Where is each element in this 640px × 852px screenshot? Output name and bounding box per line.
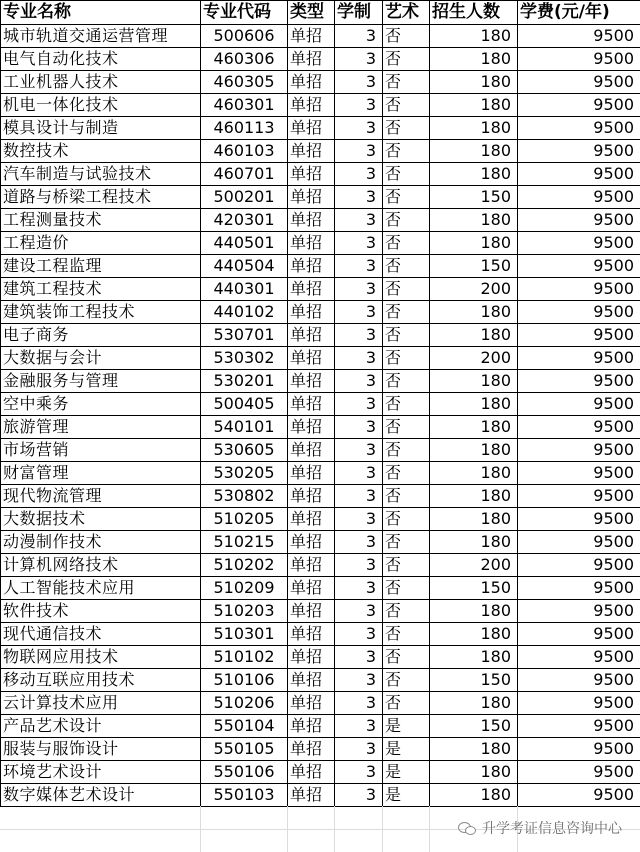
header-enrollment: 招生人数 <box>430 1 518 25</box>
cell-tuition: 9500 <box>518 324 640 347</box>
cell-art: 否 <box>383 393 430 416</box>
cell-major-name: 空中乘务 <box>1 393 201 416</box>
cell-type: 单招 <box>288 416 335 439</box>
cell-duration: 3 <box>335 232 383 255</box>
cell-duration: 3 <box>335 163 383 186</box>
cell-art: 否 <box>383 94 430 117</box>
cell-type: 单招 <box>288 324 335 347</box>
cell-duration: 3 <box>335 48 383 71</box>
cell-type: 单招 <box>288 163 335 186</box>
cell-type: 单招 <box>288 232 335 255</box>
table-row <box>1 209 640 232</box>
header-type: 类型 <box>288 1 335 25</box>
table-row <box>1 623 640 646</box>
cell-enrollment: 180 <box>430 600 518 623</box>
cell-tuition: 9500 <box>518 439 640 462</box>
cell-major-name: 环境艺术设计 <box>1 761 201 784</box>
cell-art: 否 <box>383 71 430 94</box>
table-row <box>1 416 640 439</box>
table-row <box>1 508 640 531</box>
cell-major-code: 460103 <box>201 140 288 163</box>
cell-major-code: 460306 <box>201 48 288 71</box>
cell-major-code: 550105 <box>201 738 288 761</box>
table-row <box>1 761 640 784</box>
cell-art: 否 <box>383 117 430 140</box>
cell-tuition: 9500 <box>518 117 640 140</box>
cell-duration: 3 <box>335 646 383 669</box>
cell-duration: 3 <box>335 508 383 531</box>
table-row <box>1 232 640 255</box>
cell-tuition: 9500 <box>518 508 640 531</box>
cell-tuition: 9500 <box>518 738 640 761</box>
cell-major-code: 460305 <box>201 71 288 94</box>
table-row <box>1 301 640 324</box>
cell-major-code: 550103 <box>201 784 288 807</box>
header-major-name: 专业名称 <box>1 1 201 25</box>
cell-type: 单招 <box>288 71 335 94</box>
cell-type: 单招 <box>288 600 335 623</box>
cell-type: 单招 <box>288 94 335 117</box>
cell-type: 单招 <box>288 531 335 554</box>
cell-art: 否 <box>383 232 430 255</box>
cell-tuition: 9500 <box>518 554 640 577</box>
cell-major-name: 汽车制造与试验技术 <box>1 163 201 186</box>
cell-enrollment: 150 <box>430 255 518 278</box>
table-row <box>1 577 640 600</box>
cell-enrollment: 180 <box>430 209 518 232</box>
cell-art: 是 <box>383 738 430 761</box>
table-row <box>1 531 640 554</box>
cell-enrollment: 180 <box>430 232 518 255</box>
watermark-text: 升学考证信息咨询中心 <box>482 821 622 837</box>
table-row <box>1 94 640 117</box>
table-row <box>1 278 640 301</box>
watermark <box>458 818 622 838</box>
cell-major-name: 服装与服饰设计 <box>1 738 201 761</box>
cell-art: 否 <box>383 278 430 301</box>
cell-duration: 3 <box>335 94 383 117</box>
cell-major-name: 工业机器人技术 <box>1 71 201 94</box>
table-row <box>1 439 640 462</box>
cell-type: 单招 <box>288 715 335 738</box>
cell-major-code: 440301 <box>201 278 288 301</box>
cell-tuition: 9500 <box>518 646 640 669</box>
cell-major-code: 550104 <box>201 715 288 738</box>
cell-tuition: 9500 <box>518 715 640 738</box>
cell-duration: 3 <box>335 25 383 48</box>
cell-art: 否 <box>383 646 430 669</box>
cell-type: 单招 <box>288 117 335 140</box>
cell-enrollment: 150 <box>430 715 518 738</box>
cell-major-name: 机电一体化技术 <box>1 94 201 117</box>
grid-line <box>429 806 430 852</box>
cell-art: 是 <box>383 715 430 738</box>
cell-major-code: 530205 <box>201 462 288 485</box>
cell-major-code: 510106 <box>201 669 288 692</box>
table-row <box>1 255 640 278</box>
table-row <box>1 117 640 140</box>
header-row <box>1 1 640 25</box>
cell-tuition: 9500 <box>518 600 640 623</box>
cell-tuition: 9500 <box>518 669 640 692</box>
cell-major-code: 460301 <box>201 94 288 117</box>
cell-major-code: 440501 <box>201 232 288 255</box>
cell-type: 单招 <box>288 554 335 577</box>
cell-tuition: 9500 <box>518 25 640 48</box>
cell-art: 否 <box>383 485 430 508</box>
table-row <box>1 393 640 416</box>
cell-type: 单招 <box>288 301 335 324</box>
cell-art: 是 <box>383 784 430 807</box>
table-row <box>1 347 640 370</box>
cell-tuition: 9500 <box>518 462 640 485</box>
cell-type: 单招 <box>288 25 335 48</box>
cell-major-name: 建设工程监理 <box>1 255 201 278</box>
grid-line <box>200 806 201 852</box>
cell-major-name: 大数据与会计 <box>1 347 201 370</box>
cell-tuition: 9500 <box>518 692 640 715</box>
cell-art: 否 <box>383 186 430 209</box>
cell-major-code: 550106 <box>201 761 288 784</box>
cell-type: 单招 <box>288 347 335 370</box>
table-row <box>1 646 640 669</box>
cell-major-name: 产品艺术设计 <box>1 715 201 738</box>
cell-major-code: 510203 <box>201 600 288 623</box>
cell-major-code: 530302 <box>201 347 288 370</box>
cell-major-code: 500405 <box>201 393 288 416</box>
cell-enrollment: 180 <box>430 324 518 347</box>
cell-major-name: 旅游管理 <box>1 416 201 439</box>
cell-art: 否 <box>383 692 430 715</box>
cell-art: 否 <box>383 140 430 163</box>
cell-tuition: 9500 <box>518 232 640 255</box>
cell-enrollment: 150 <box>430 577 518 600</box>
cell-major-name: 建筑工程技术 <box>1 278 201 301</box>
cell-tuition: 9500 <box>518 94 640 117</box>
cell-art: 否 <box>383 669 430 692</box>
cell-duration: 3 <box>335 577 383 600</box>
table-body <box>1 25 640 807</box>
cell-duration: 3 <box>335 462 383 485</box>
cell-major-code: 440102 <box>201 301 288 324</box>
cell-major-name: 数字媒体艺术设计 <box>1 784 201 807</box>
cell-art: 否 <box>383 301 430 324</box>
cell-art: 否 <box>383 577 430 600</box>
cell-major-name: 移动互联应用技术 <box>1 669 201 692</box>
cell-tuition: 9500 <box>518 784 640 807</box>
cell-duration: 3 <box>335 623 383 646</box>
cell-art: 否 <box>383 531 430 554</box>
cell-tuition: 9500 <box>518 278 640 301</box>
cell-duration: 3 <box>335 738 383 761</box>
cell-major-code: 500201 <box>201 186 288 209</box>
cell-art: 否 <box>383 347 430 370</box>
cell-art: 否 <box>383 600 430 623</box>
table-row <box>1 163 640 186</box>
cell-enrollment: 180 <box>430 393 518 416</box>
cell-major-code: 530605 <box>201 439 288 462</box>
table-row <box>1 462 640 485</box>
cell-major-code: 510205 <box>201 508 288 531</box>
cell-enrollment: 180 <box>430 416 518 439</box>
cell-type: 单招 <box>288 784 335 807</box>
cell-enrollment: 180 <box>430 784 518 807</box>
cell-enrollment: 180 <box>430 117 518 140</box>
table-row <box>1 738 640 761</box>
cell-type: 单招 <box>288 692 335 715</box>
cell-type: 单招 <box>288 278 335 301</box>
header-art: 艺术 <box>383 1 430 25</box>
table-row <box>1 485 640 508</box>
cell-major-code: 530701 <box>201 324 288 347</box>
cell-enrollment: 180 <box>430 485 518 508</box>
cell-tuition: 9500 <box>518 301 640 324</box>
cell-major-code: 530201 <box>201 370 288 393</box>
cell-duration: 3 <box>335 761 383 784</box>
cell-tuition: 9500 <box>518 48 640 71</box>
cell-art: 否 <box>383 163 430 186</box>
cell-enrollment: 180 <box>430 646 518 669</box>
cell-enrollment: 150 <box>430 186 518 209</box>
cell-major-name: 财富管理 <box>1 462 201 485</box>
cell-enrollment: 200 <box>430 347 518 370</box>
table-row <box>1 186 640 209</box>
table-row <box>1 71 640 94</box>
cell-type: 单招 <box>288 140 335 163</box>
cell-duration: 3 <box>335 784 383 807</box>
cell-art: 否 <box>383 462 430 485</box>
cell-enrollment: 200 <box>430 278 518 301</box>
cell-major-name: 电气自动化技术 <box>1 48 201 71</box>
grid-line <box>287 806 288 852</box>
header-tuition: 学费(元/年) <box>518 1 640 25</box>
cell-tuition: 9500 <box>518 393 640 416</box>
cell-major-name: 工程测量技术 <box>1 209 201 232</box>
cell-type: 单招 <box>288 669 335 692</box>
cell-tuition: 9500 <box>518 209 640 232</box>
cell-major-code: 500606 <box>201 25 288 48</box>
cell-tuition: 9500 <box>518 370 640 393</box>
cell-enrollment: 180 <box>430 738 518 761</box>
cell-major-name: 建筑装饰工程技术 <box>1 301 201 324</box>
cell-major-name: 现代物流管理 <box>1 485 201 508</box>
cell-type: 单招 <box>288 508 335 531</box>
cell-duration: 3 <box>335 393 383 416</box>
cell-art: 否 <box>383 508 430 531</box>
cell-duration: 3 <box>335 370 383 393</box>
cell-major-code: 460113 <box>201 117 288 140</box>
cell-major-name: 城市轨道交通运营管理 <box>1 25 201 48</box>
cell-enrollment: 180 <box>430 692 518 715</box>
table-row <box>1 715 640 738</box>
cell-major-name: 市场营销 <box>1 439 201 462</box>
cell-major-code: 510202 <box>201 554 288 577</box>
cell-major-name: 动漫制作技术 <box>1 531 201 554</box>
cell-type: 单招 <box>288 186 335 209</box>
cell-major-code: 510215 <box>201 531 288 554</box>
cell-art: 否 <box>383 370 430 393</box>
grid-line <box>382 806 383 852</box>
cell-major-name: 电子商务 <box>1 324 201 347</box>
cell-tuition: 9500 <box>518 140 640 163</box>
cell-duration: 3 <box>335 715 383 738</box>
cell-enrollment: 180 <box>430 140 518 163</box>
cell-major-name: 计算机网络技术 <box>1 554 201 577</box>
cell-tuition: 9500 <box>518 416 640 439</box>
cell-enrollment: 180 <box>430 623 518 646</box>
cell-duration: 3 <box>335 324 383 347</box>
cell-duration: 3 <box>335 692 383 715</box>
cell-duration: 3 <box>335 186 383 209</box>
header-major-code: 专业代码 <box>201 1 288 25</box>
cell-duration: 3 <box>335 301 383 324</box>
cell-tuition: 9500 <box>518 186 640 209</box>
cell-enrollment: 180 <box>430 439 518 462</box>
table-row <box>1 140 640 163</box>
cell-duration: 3 <box>335 485 383 508</box>
cell-duration: 3 <box>335 531 383 554</box>
cell-duration: 3 <box>335 439 383 462</box>
cell-art: 否 <box>383 48 430 71</box>
cell-art: 否 <box>383 209 430 232</box>
cell-duration: 3 <box>335 117 383 140</box>
cell-major-name: 数控技术 <box>1 140 201 163</box>
cell-major-code: 510301 <box>201 623 288 646</box>
cell-type: 单招 <box>288 761 335 784</box>
wechat-icon <box>458 821 476 835</box>
cell-major-code: 440504 <box>201 255 288 278</box>
cell-type: 单招 <box>288 577 335 600</box>
cell-tuition: 9500 <box>518 71 640 94</box>
cell-tuition: 9500 <box>518 761 640 784</box>
cell-duration: 3 <box>335 71 383 94</box>
cell-enrollment: 180 <box>430 508 518 531</box>
cell-type: 单招 <box>288 370 335 393</box>
cell-duration: 3 <box>335 669 383 692</box>
cell-tuition: 9500 <box>518 347 640 370</box>
cell-duration: 3 <box>335 554 383 577</box>
cell-major-name: 人工智能技术应用 <box>1 577 201 600</box>
cell-duration: 3 <box>335 416 383 439</box>
cell-enrollment: 180 <box>430 301 518 324</box>
cell-type: 单招 <box>288 646 335 669</box>
cell-type: 单招 <box>288 209 335 232</box>
table-row <box>1 784 640 807</box>
cell-type: 单招 <box>288 485 335 508</box>
table-row <box>1 48 640 71</box>
cell-major-name: 金融服务与管理 <box>1 370 201 393</box>
cell-type: 单招 <box>288 393 335 416</box>
cell-enrollment: 180 <box>430 370 518 393</box>
table-row <box>1 669 640 692</box>
cell-enrollment: 180 <box>430 25 518 48</box>
cell-type: 单招 <box>288 439 335 462</box>
cell-major-name: 工程造价 <box>1 232 201 255</box>
table-row <box>1 692 640 715</box>
header-duration: 学制 <box>335 1 383 25</box>
cell-type: 单招 <box>288 623 335 646</box>
table-row <box>1 600 640 623</box>
cell-art: 否 <box>383 554 430 577</box>
cell-enrollment: 180 <box>430 48 518 71</box>
cell-duration: 3 <box>335 209 383 232</box>
cell-enrollment: 200 <box>430 554 518 577</box>
cell-enrollment: 180 <box>430 462 518 485</box>
cell-enrollment: 180 <box>430 71 518 94</box>
cell-duration: 3 <box>335 347 383 370</box>
table-row <box>1 324 640 347</box>
cell-art: 否 <box>383 416 430 439</box>
cell-duration: 3 <box>335 600 383 623</box>
cell-enrollment: 180 <box>430 94 518 117</box>
cell-major-name: 道路与桥梁工程技术 <box>1 186 201 209</box>
table-row <box>1 370 640 393</box>
cell-major-name: 物联网应用技术 <box>1 646 201 669</box>
cell-major-name: 模具设计与制造 <box>1 117 201 140</box>
cell-duration: 3 <box>335 255 383 278</box>
cell-enrollment: 150 <box>430 669 518 692</box>
cell-major-code: 510102 <box>201 646 288 669</box>
cell-major-code: 510206 <box>201 692 288 715</box>
cell-type: 单招 <box>288 48 335 71</box>
cell-tuition: 9500 <box>518 577 640 600</box>
cell-major-code: 420301 <box>201 209 288 232</box>
cell-major-name: 现代通信技术 <box>1 623 201 646</box>
cell-enrollment: 180 <box>430 531 518 554</box>
cell-tuition: 9500 <box>518 623 640 646</box>
table-row <box>1 554 640 577</box>
cell-duration: 3 <box>335 278 383 301</box>
cell-art: 否 <box>383 25 430 48</box>
cell-tuition: 9500 <box>518 163 640 186</box>
cell-duration: 3 <box>335 140 383 163</box>
cell-art: 否 <box>383 439 430 462</box>
cell-major-code: 510209 <box>201 577 288 600</box>
cell-enrollment: 180 <box>430 761 518 784</box>
cell-major-code: 540101 <box>201 416 288 439</box>
cell-type: 单招 <box>288 462 335 485</box>
cell-major-code: 530802 <box>201 485 288 508</box>
cell-art: 否 <box>383 623 430 646</box>
table-row <box>1 25 640 48</box>
cell-type: 单招 <box>288 255 335 278</box>
cell-major-name: 云计算技术应用 <box>1 692 201 715</box>
cell-art: 是 <box>383 761 430 784</box>
cell-major-name: 大数据技术 <box>1 508 201 531</box>
cell-major-name: 软件技术 <box>1 600 201 623</box>
cell-tuition: 9500 <box>518 485 640 508</box>
cell-tuition: 9500 <box>518 531 640 554</box>
grid-line <box>334 806 335 852</box>
cell-type: 单招 <box>288 738 335 761</box>
cell-art: 否 <box>383 255 430 278</box>
cell-art: 否 <box>383 324 430 347</box>
cell-tuition: 9500 <box>518 255 640 278</box>
cell-enrollment: 180 <box>430 163 518 186</box>
cell-major-code: 460701 <box>201 163 288 186</box>
